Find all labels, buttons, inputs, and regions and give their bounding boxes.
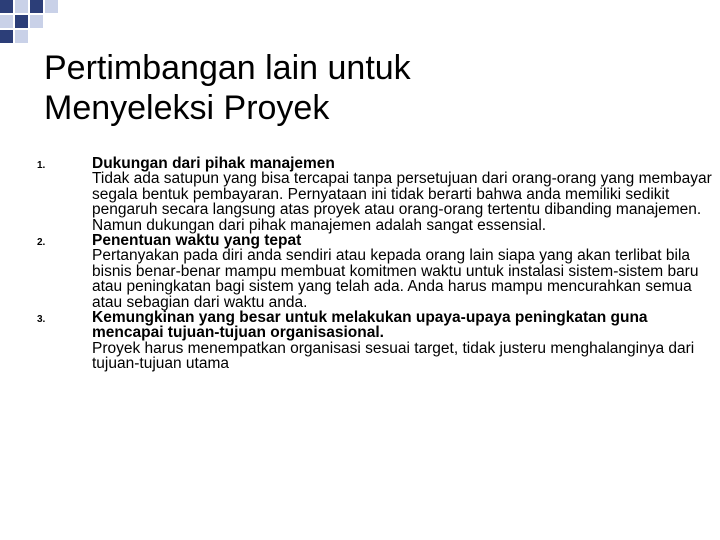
list-number: 3. [37, 314, 46, 326]
corner-decoration [0, 0, 60, 45]
list-item [37, 232, 712, 311]
list-item-title: Penentuan waktu yang tepat [92, 232, 302, 250]
list-item-body: Pertanyakan pada diri anda sendiri atau kepada orang lain siapa yang akan terlibat bila bisnis benar-benar mampu membuat komitmen waktu untuk instalasi sistem-sistem baru atau peningkatan bagi sistem yang telah ada. Anda harus mampu mencurahkan semua atau sebagian dari waktu anda. [92, 247, 699, 311]
list-item-body: Tidak ada satupun yang bisa tercapai tanpa persetujuan dari orang-orang yang membayar segala bentuk pembayaran. Pernyataan ini tidak berarti bahwa anda memiliki sedikit pengaruh secara langsung atas proyek atau orang-orang tertentu dibanding manajemen. Namun dukungan dari pihak manajemen adalah sangat essensial. [92, 170, 712, 234]
numbered-list [37, 155, 712, 373]
list-number: 1. [37, 160, 46, 171]
title-line-1: Pertimbangan lain untuk [44, 49, 411, 87]
page-title [44, 48, 684, 128]
list-item-title: Kemungkinan yang besar untuk melakukan upaya-upaya peningkatan guna mencapai tujuan-tujuan organisasional. [92, 309, 648, 342]
list-item-body: Proyek harus menempatkan organisasi sesuai target, tidak justeru menghalanginya dari tujuan-tujuan utama [92, 339, 695, 373]
list-item [37, 309, 712, 373]
list-item [37, 155, 712, 234]
list-number: 2. [37, 237, 46, 249]
title-line-2: Menyeleksi Proyek [44, 89, 330, 127]
list-item-title: Dukungan dari pihak manajemen [92, 155, 335, 172]
